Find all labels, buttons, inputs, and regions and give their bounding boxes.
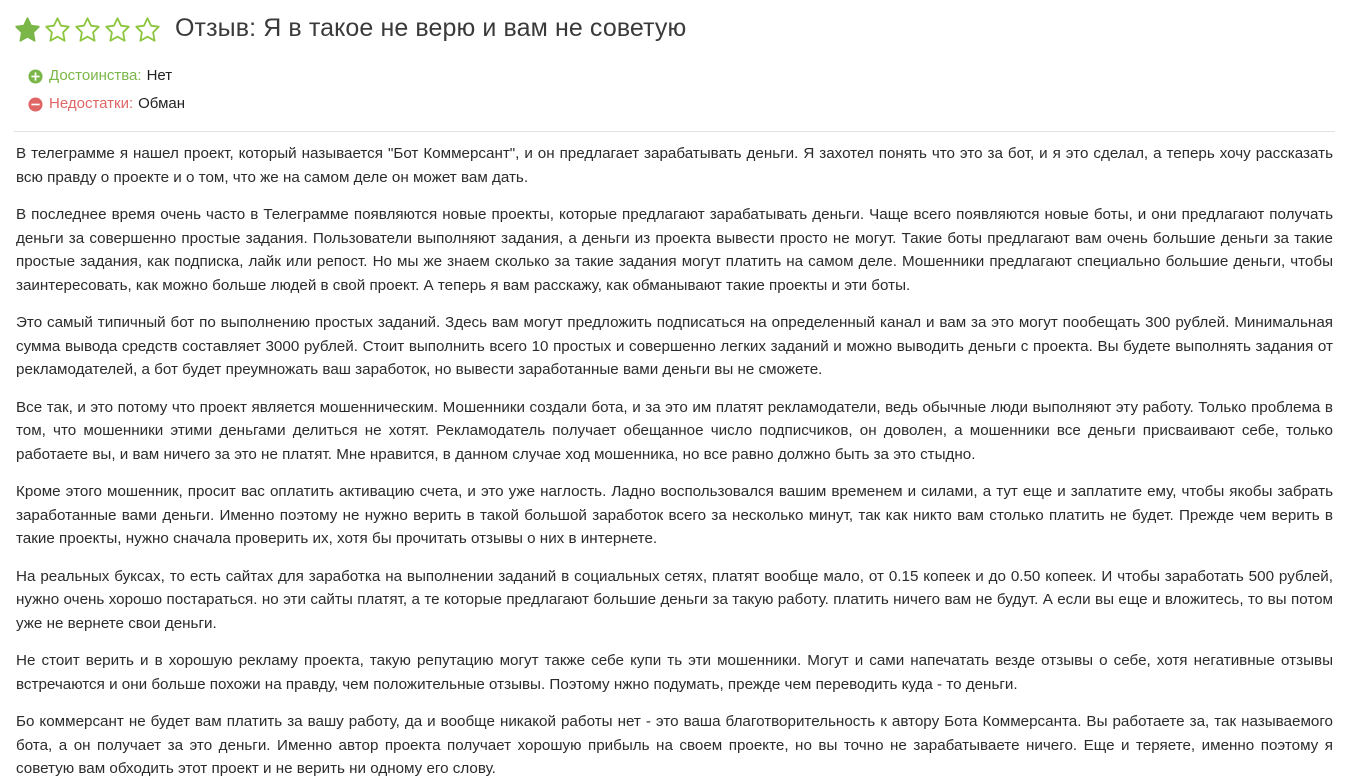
review-paragraph: В телеграмме я нашел проект, который называется "Бот Коммерсант", и он предлагает зарабатывать деньги. Я захотел понять что это за бот, и я это сделал, а теперь хочу рассказать всю правду о проекте и о том, что же на самом деле он может вам дать. xyxy=(16,145,1333,186)
cons-row xyxy=(28,90,1335,118)
review-body xyxy=(14,142,1335,781)
cons-label: Недостатки: xyxy=(49,95,134,112)
star-icon[interactable] xyxy=(14,16,41,43)
pros-value: Нет xyxy=(146,67,173,84)
pros-label: Достоинства: xyxy=(49,67,142,84)
review-paragraph: Не стоит верить и в хорошую рекламу проекта, такую репутацию могут также себе купи ть эти мошенники. Могут и сами напечатать везде отзывы о себе, хотя негативные отзывы встречаются и они больше похожи на правду, чем положительные отзывы. Поэтому нжно подумать, прежде чем переводить куда - то деньги. xyxy=(16,652,1333,693)
section-divider xyxy=(14,131,1335,132)
review-paragraph: Бо коммерсант не будет вам платить за вашу работу, да и вообще никакой работы нет - это ваша благотворительность к автору Бота Коммерсанта. Вы работаете за, так называемого бота, а он получает за это деньги. Именно автор проекта получает хорошую прибыль на своем проекте, но вы точно не зарабатываете ничего. Еще и теряете, именно поэтому я советую вам обходить этот проект и не верить ни одному его слову. xyxy=(16,713,1333,777)
star-icon[interactable] xyxy=(74,16,101,43)
star-rating[interactable] xyxy=(14,16,161,43)
cons-value: Обман xyxy=(138,95,186,112)
star-icon[interactable] xyxy=(44,16,71,43)
review-paragraph: В последнее время очень часто в Телеграмме появляются новые проекты, которые предлагают зарабатывать деньги. Чаще всего появляются новые боты, и они предлагают получать деньги за совершенно простые задания. Пользователи выполняют задания, а деньги из проекта вывести просто не могут. Такие боты предлагают вам очень большие деньги за такие простые задания, как подписка, лайк или репост. Но мы же знаем сколько за такие задания могут платить на самом деле. Мошенники предлагают специально большие деньги, чтобы заинтересовать, как можно больше людей в свой проект. А теперь я вам расскажу, как обманывают такие проекты и эти боты. xyxy=(16,206,1333,294)
review-paragraph: Все так, и это потому что проект является мошенническим. Мошенники создали бота, и за это им платят рекламодатели, ведь обычные люди выполняют эту работу. Только проблема в том, что мошенники этими деньгами делиться не хотят. Рекламодатель получает обещанное число подписчиков, он доволен, а мошенники все деньги присваивают себе, только работаете вы, и вам ничего за это не платят. Мне нравится, в данном случае ход мошенника, но все равно должно быть за это стыдно. xyxy=(16,398,1333,463)
plus-circle-icon xyxy=(28,69,43,84)
star-icon[interactable] xyxy=(134,16,161,43)
review-paragraph: Кроме этого мошенник, просит вас оплатить активацию счета, и это уже наглость. Ладно воспользовался вашим временем и силами, а тут еще и заплатите ему, чтобы якобы забрать заработанные вами деньги. Именно поэтому не нужно верить в такой большой заработок всего за несколько минут, так как никто вам столько платить не будет. Прежде чем верить в такие проекты, нужно сначала проверить их, хотя бы прочитать отзывы о них в интернете. xyxy=(16,483,1333,547)
pros-cons-block xyxy=(28,62,1335,118)
review-paragraph: На реальных буксах, то есть сайтах для заработка на выполнении заданий в социальных сетях, платят вообще мало, от 0.15 копеек и до 0.50 копеек. И чтобы заработать 500 рублей, нужно очень хорошо постараться. но эти сайты платят, а те которые предлагают большие деньги за такую работу. платить ничего вам не будут. А если вы еще и вложитесь, то вы потом уже не вернете свои деньги. xyxy=(16,567,1333,632)
review-header xyxy=(14,10,1335,48)
page-title: Отзыв: Я в такое не верю и вам не советую xyxy=(175,14,687,43)
minus-circle-icon xyxy=(28,97,43,112)
pros-row xyxy=(28,62,1335,90)
star-icon[interactable] xyxy=(104,16,131,43)
review-paragraph: Это самый типичный бот по выполнению простых заданий. Здесь вам могут предложить подписаться на определенный канал и вам за это могут пообещать 300 рублей. Минимальная сумма вывода средств составляет 3000 рублей. Стоит выполнить всего 10 простых и совершенно легких заданий и можно выводить деньги с проекта. Вы будете выполнять задания от рекламодателей, а бот будет преумножать ваш заработок, но вывести заработанные вами деньги вы не сможете. xyxy=(16,314,1333,378)
